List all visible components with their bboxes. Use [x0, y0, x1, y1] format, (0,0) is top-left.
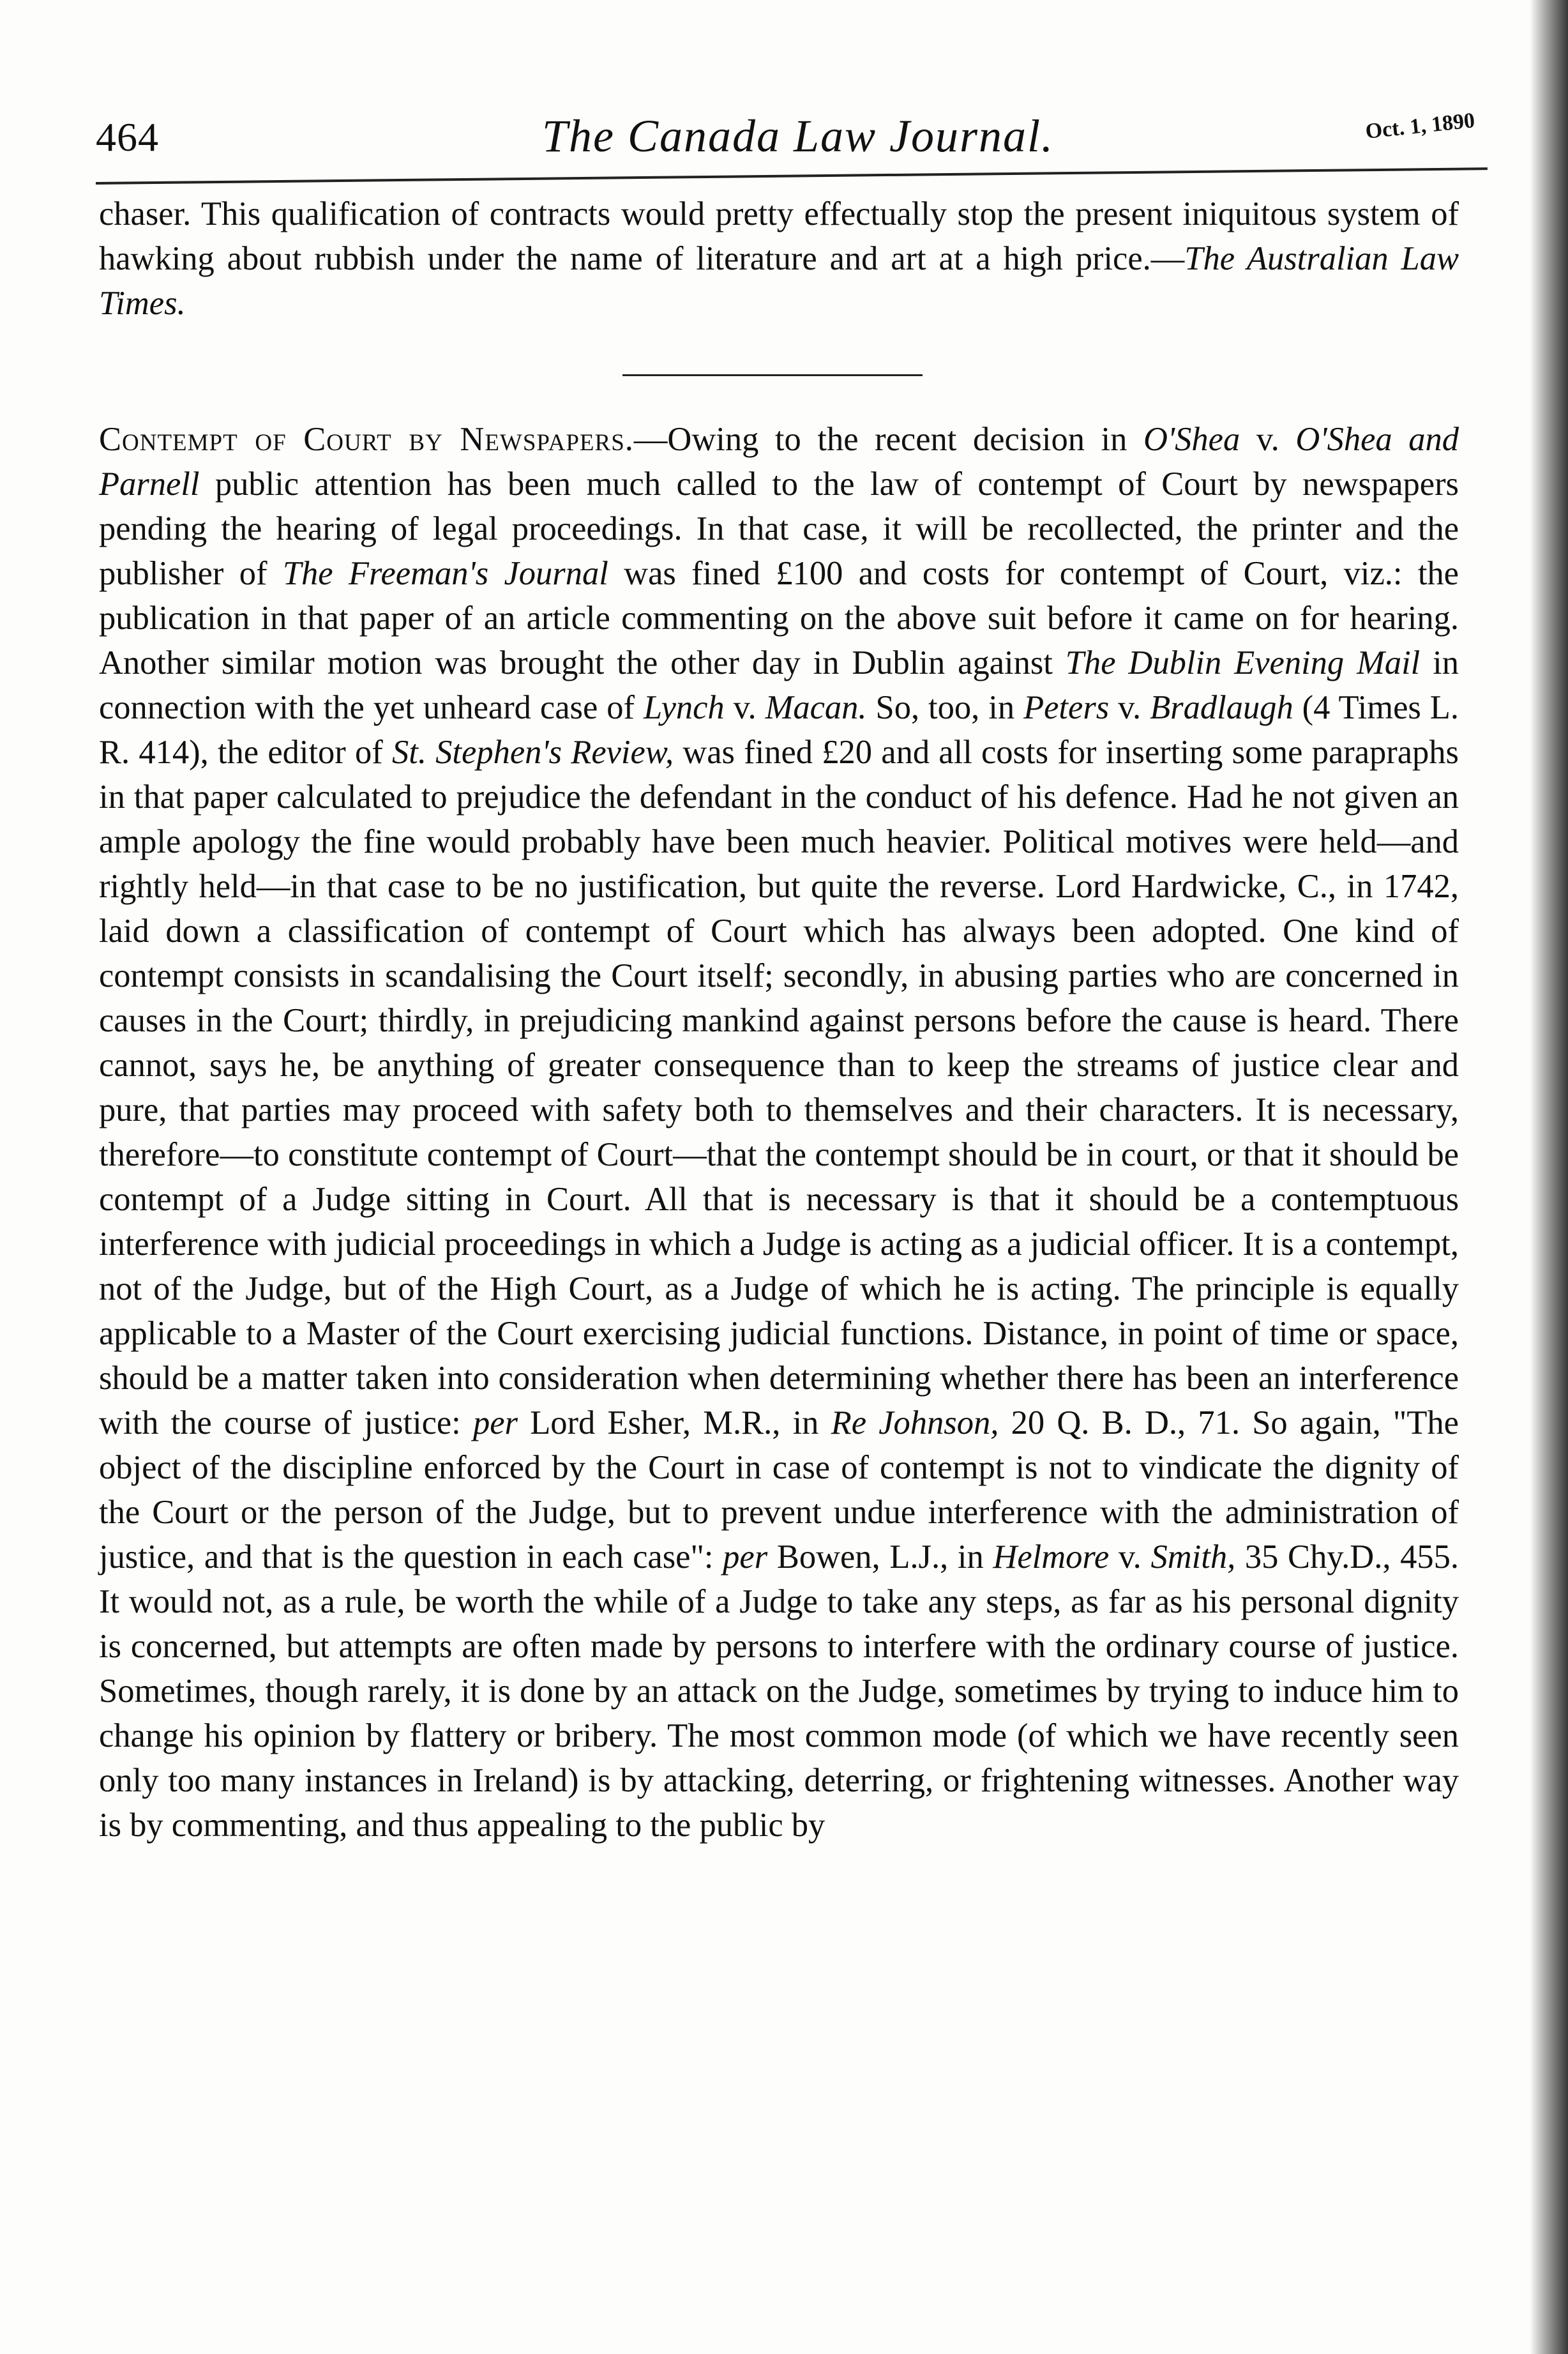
- article-italic-text: Bradlaugh: [1150, 689, 1293, 726]
- article-italic-text: Smith,: [1150, 1538, 1236, 1576]
- issue-date: Oct. 1, 1890: [1364, 109, 1476, 144]
- article-text: 35 Chy.D., 455. It would not, as a rule, be worth the while of a Judge to take any steps, as far as his personal dignity is concerned, but attempts are often made by persons to interfere with the ordinary course of justice. Sometimes, though rarely, it is done by an attack on the Judge, sometimes by trying to induce him to change his opinion by flattery or bribery. The most common mode (of which we have recently seen only too many instances in Ireland) is by attacking, deterring, or frightening witnesses. Another way is by commenting, and thus appealing to the public by: [99, 1538, 1459, 1844]
- previous-article-source: The Australian Law Times.: [99, 240, 1459, 322]
- article-text: (4 Times L. R. 414), the editor of: [99, 689, 1459, 771]
- article-text: v.: [1109, 1538, 1151, 1576]
- article-italic-text: Re Johnson,: [831, 1404, 999, 1441]
- article-italic-text: per: [723, 1538, 768, 1576]
- article-text: v.: [1240, 421, 1296, 458]
- article-paragraph: [99, 417, 1459, 1848]
- article-text: was fined £100 and costs for contempt of Court, viz.: the publication in that paper of an article commenting on the above suit before it came on for hearing. Another similar motion was brought the other day in Dublin against: [99, 555, 1459, 681]
- article-text: v.: [724, 689, 765, 726]
- article-contempt-of-court: [99, 417, 1459, 1848]
- running-header: [96, 102, 1488, 172]
- page-number: 464: [96, 114, 159, 160]
- article-italic-text: per: [473, 1404, 518, 1441]
- article-italic-text: Lynch: [643, 689, 725, 726]
- article-text: v.: [1109, 689, 1150, 726]
- article-italic-text: O'Shea: [1143, 421, 1240, 458]
- article-italic-text: Macan.: [765, 689, 867, 726]
- article-italic-text: St. Stephen's Review,: [391, 734, 674, 771]
- article-text: —Owing to the recent decision in: [633, 421, 1144, 458]
- article-text: public attention has been much called to the law of contempt of Court by newspapers pending the hearing of legal proceedings. In that case, it will be recollected, the printer and the publisher of: [99, 466, 1459, 592]
- article-text: in connection with the yet unheard case of: [99, 644, 1459, 726]
- article-italic-text: O'Shea and Parnell: [99, 421, 1459, 503]
- section-divider: [622, 374, 923, 376]
- previous-article-text: chaser. This qualification of contracts would pretty effectually stop the present iniquitous system of hawking about rubbish under the name of literature and art at a high price.—: [99, 195, 1459, 277]
- article-italic-text: The Freeman's Journal: [282, 555, 608, 592]
- scan-shadow-edge: [1530, 0, 1568, 2354]
- article-italic-text: Helmore: [993, 1538, 1110, 1576]
- article-text: So, too, in: [866, 689, 1024, 726]
- article-italic-text: The Dublin Evening Mail: [1065, 644, 1421, 681]
- previous-article-paragraph: [99, 192, 1459, 326]
- article-heading: Contempt of Court by Newspapers.: [99, 421, 634, 458]
- article-text: 20 Q. B. D., 71. So again, "The object of the discipline enforced by the Court in case of contempt is not to vindicate the dignity of the Court or the person of the Judge, but to prevent undue interference with the administration of justice, and that is the question in each case":: [99, 1404, 1459, 1576]
- body-text: [99, 192, 1459, 1848]
- article-text: Bowen, L.J., in: [767, 1538, 993, 1576]
- previous-article-ending: [99, 192, 1459, 326]
- article-text: Lord Esher, M.R., in: [517, 1404, 831, 1441]
- article-italic-text: Peters: [1023, 689, 1110, 726]
- journal-title: The Canada Law Journal.: [541, 110, 1055, 162]
- article-text: was fined £20 and all costs for inserting some parapraphs in that paper calculated to prejudice the defendant in the conduct of his defence. Had he not given an ample apology the fine would probably have been much heavier. Political motives were held—and rightly held—in that case to be no justification, but quite the reverse. Lord Hardwicke, C., in 1742, laid down a classification of contempt of Court which has always been adopted. One kind of contempt consists in scandalising the Court itself; secondly, in abusing parties who are concerned in causes in the Court; thirdly, in prejudicing mankind against persons before the cause is heard. There cannot, says he, be anything of greater consequence than to keep the streams of justice clear and pure, that parties may proceed with safety both to themselves and their characters. It is necessary, therefore—to constitute contempt of Court—that the contempt should be in court, or that it should be contempt of a Judge sitting in Court. All that is necessary is that it should be a contemptuous interference with judicial proceedings in which a Judge is acting as a judicial officer. It is a contempt, not of the Judge, but of the High Court, as a Judge of which he is acting. The principle is equally applicable to a Master of the Court exercising judicial functions. Distance, in point of time or space, should be a matter taken into consideration when determining whether there has been an interference with the course of justice:: [99, 734, 1459, 1441]
